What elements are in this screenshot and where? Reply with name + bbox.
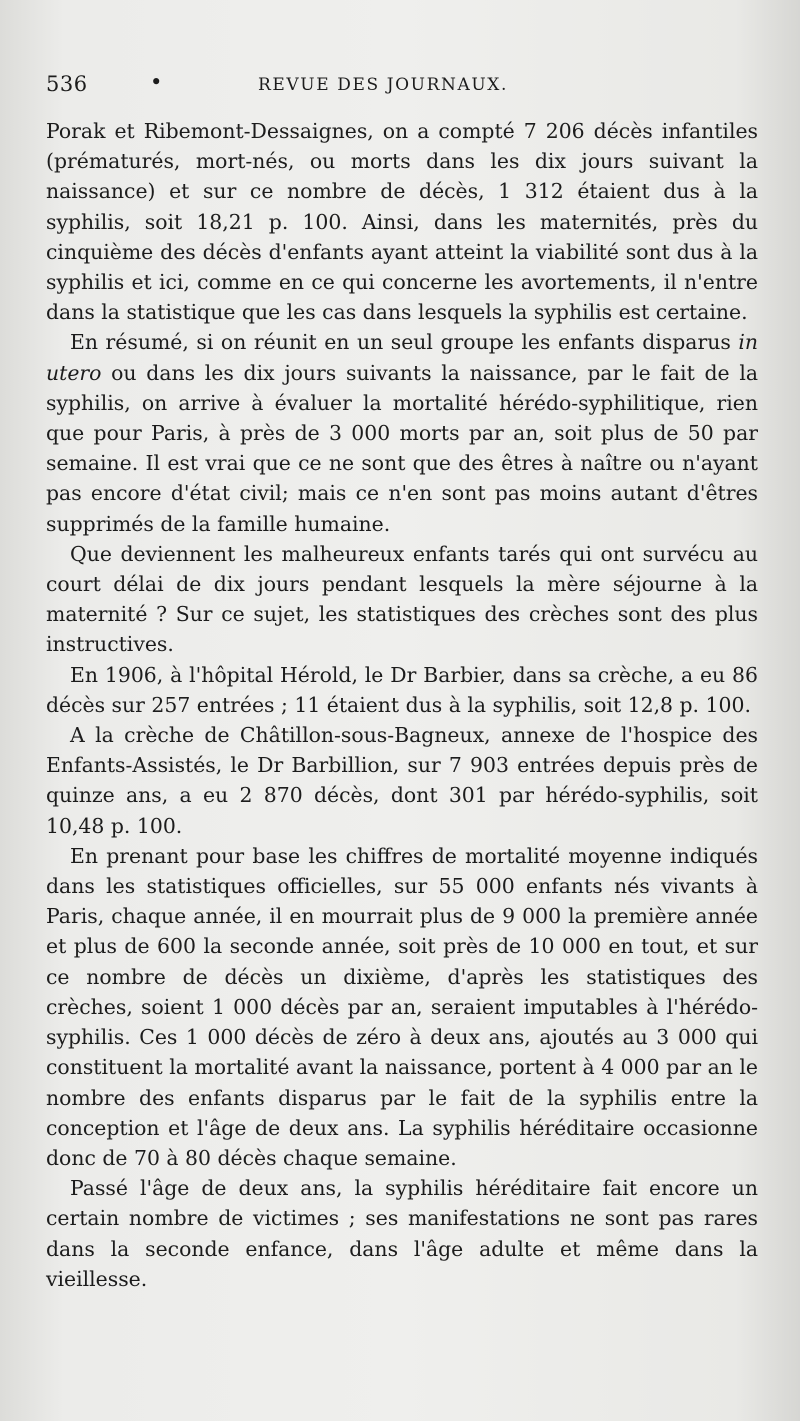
page-number: 536 xyxy=(46,72,88,96)
running-title: REVUE DES JOURNAUX. xyxy=(258,75,508,95)
running-head xyxy=(46,0,758,116)
paragraph: En prenant pour base les chiffres de mortalité moyenne indiqués dans les statistiques officielles, sur 55 000 enfants nés vivants à Paris, chaque année, il en mourrait plus de 9 000 la première année et plus de 600 la seconde année, soit près de 10 000 en tout, et sur ce nombre de décès un dixième, d'après les statistiques des crèches, soient 1 000 décès par an, seraient imputables à l'hérédo-syphilis. Ces 1 000 décès de zéro à deux ans, ajoutés au 3 000 qui constituent la mortalité avant la naissance, portent à 4 000 par an le nombre des enfants disparus par le fait de la syphilis entre la conception et l'âge de deux ans. La syphilis héréditaire occasionne donc de 70 à 80 décès chaque semaine. xyxy=(46,843,758,1170)
paragraph: A la crèche de Châtillon-sous-Bagneux, annexe de l'hospice des Enfants-Assistés, le Dr Barbillion, sur 7 903 entrées depuis près de quinze ans, a eu 2 870 décès, dont 301 par hérédo-syphilis, soit 10,48 p. 100. xyxy=(46,723,758,838)
paragraph: Que deviennent les malheureux enfants tarés qui ont survécu au court délai de dix jours pendant lesquels la mère séjourne à la maternité ? Sur ce sujet, les statistiques des crèches sont des plus instructives. xyxy=(46,541,758,657)
body-text xyxy=(46,116,758,1294)
paragraph: Porak et Ribemont-Dessaignes, on a compté 7 206 décès infantiles (prématurés, mort-nés, ou morts dans les dix jours suivant la naissance) et sur ce nombre de décès, 1 312 étaient dus à la syphilis, soit 18,21 p. 100. Ainsi, dans les maternités, près du cinquième des décès d'enfants ayant atteint la viabilité sont dus à la syphilis et ici, comme en ce qui concerne les avortements, il n'entre dans la statistique que les cas dans lesquels la syphilis est certaine. xyxy=(46,119,758,325)
paragraph xyxy=(46,327,758,538)
running-head-dot: • xyxy=(150,70,163,94)
paragraph: Passé l'âge de deux ans, la syphilis héréditaire fait encore un certain nombre de victimes ; ses manifestations ne sont pas rares dans la seconde enfance, dans l'âge adulte et même dans la vieillesse. xyxy=(46,1176,758,1291)
paragraph: En 1906, à l'hôpital Hérold, le Dr Barbier, dans sa crèche, a eu 86 décès sur 257 entrées ; 11 étaient dus à la syphilis, soit 12,8 p. 100. xyxy=(46,662,758,717)
paragraph-lead: En résumé, si on réunit en un seul groupe les enfants disparus xyxy=(70,330,731,355)
paragraph-rest: ou dans les dix jours suivants la naissance, par le fait de la syphilis, on arrive à évaluer la mortalité hérédo-syphilitique, rien que pour Paris, à près de 3 000 morts par an, soit plus de 50 par semaine. Il est vrai que ce ne sont que des êtres à naître ou n'ayant pas encore d'état civil; mais ce n'en sont pas moins autant d'êtres supprimés de la famille humaine. xyxy=(46,360,758,536)
italic-phrase: in utero xyxy=(46,330,758,385)
